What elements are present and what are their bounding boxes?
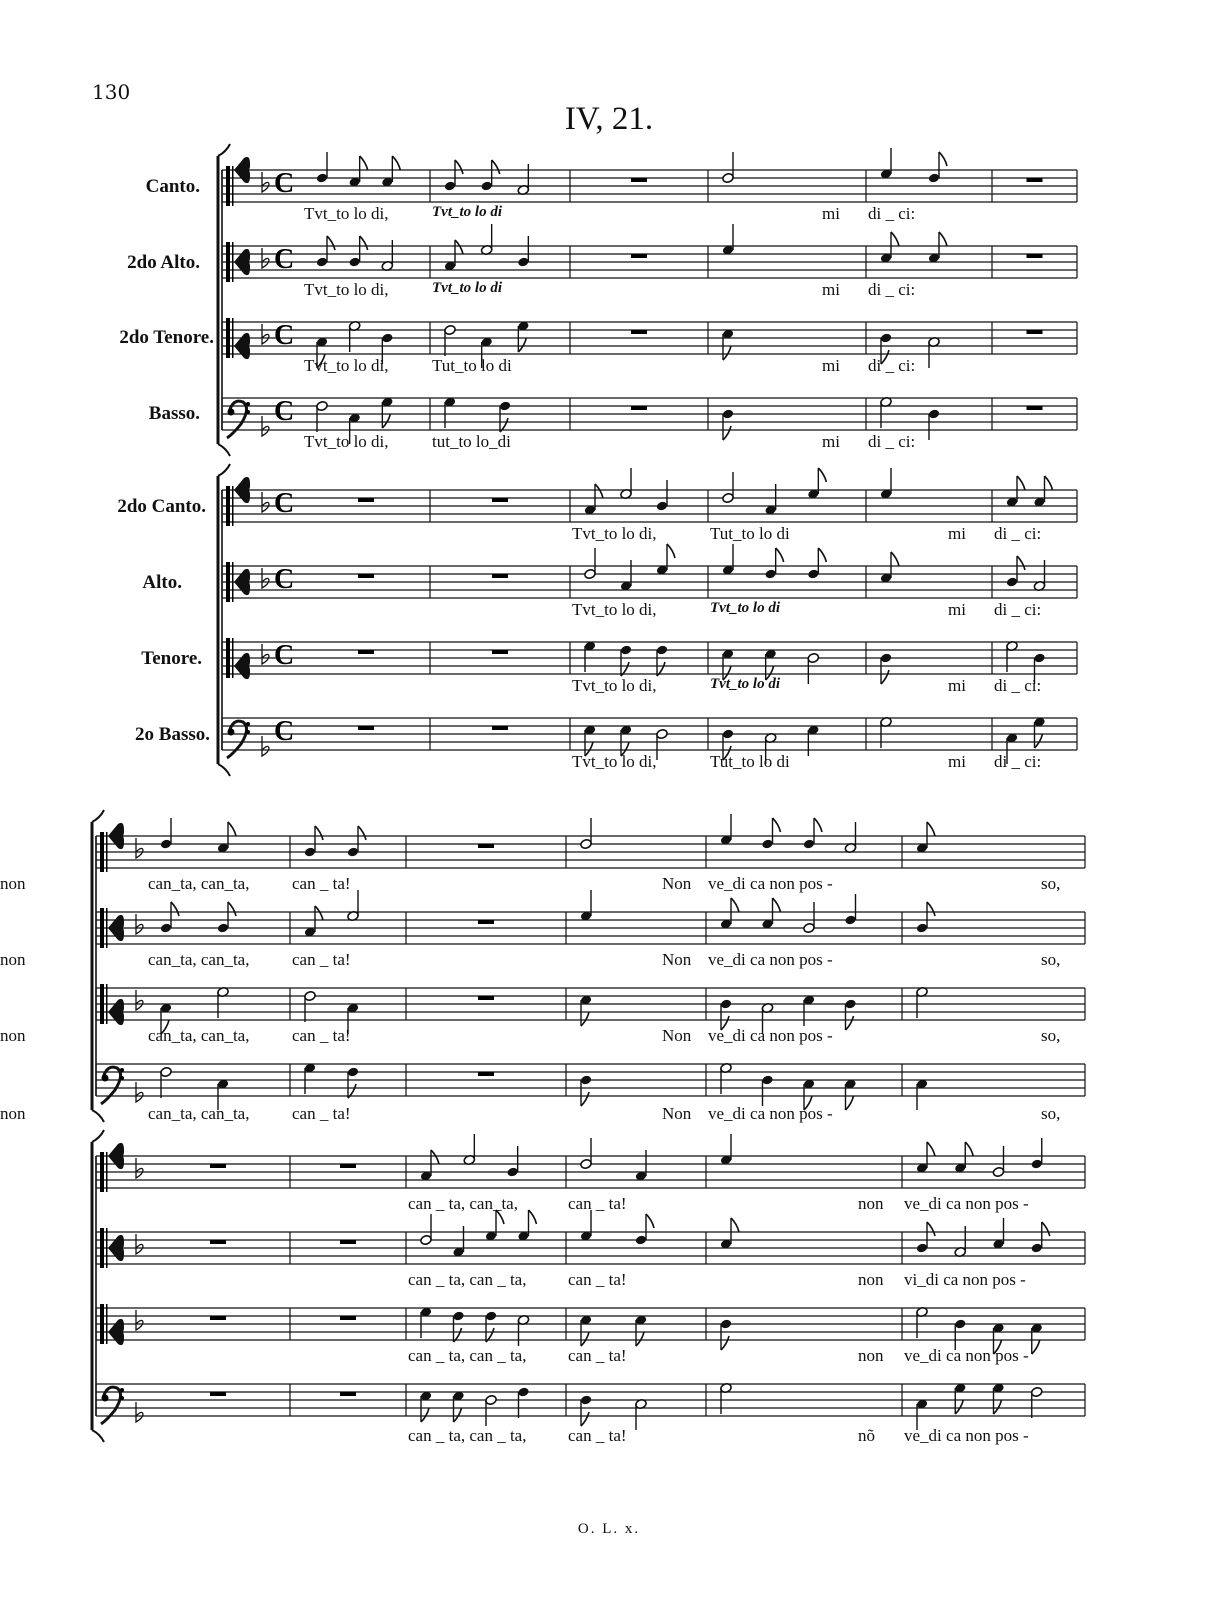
lyric-syllables: Non [662, 1026, 692, 1045]
note-flag [581, 1092, 589, 1106]
whole-rest [358, 650, 374, 654]
note-flag [721, 1336, 729, 1350]
flat-sign [262, 324, 269, 344]
c-clef-bar [226, 562, 230, 602]
whole-rest [358, 574, 374, 578]
lyric-syllables: di _ ci: [994, 524, 1042, 543]
note-flag [891, 232, 899, 246]
whole-rest [358, 498, 374, 502]
common-time: C [274, 168, 295, 199]
flat-sign [262, 492, 269, 512]
c-clef-bar [100, 832, 104, 872]
note-flag [455, 240, 463, 254]
lyric-syllables: non [858, 1194, 884, 1213]
whole-rest [1027, 254, 1043, 258]
note-flag [1017, 476, 1025, 490]
c-clef-bar [106, 1304, 108, 1344]
note-flag [492, 160, 500, 174]
flat-sign [136, 914, 143, 934]
note-flag [955, 1400, 963, 1414]
lyric-syllables: Non [662, 950, 692, 969]
lyric-syllables: mi [822, 204, 840, 223]
lyric-syllables: mi [822, 432, 840, 451]
part-name-2do-canto: 2do Canto. [117, 496, 206, 517]
lyric-syllables: mi [948, 752, 966, 771]
lyric-syllables: mi [948, 676, 966, 695]
footer-signature: O. L. x. [577, 1521, 641, 1537]
lyric-syllables: ve_di ca non pos - [708, 1026, 833, 1045]
common-time: C [274, 488, 295, 519]
lyric-syllables: Tut_to lo di [710, 524, 790, 543]
note-flag [595, 484, 603, 498]
whole-rest [340, 1392, 356, 1396]
c-clef-bar [106, 908, 108, 948]
lyric-syllables: Tvt_to lo di, [572, 524, 657, 543]
part-name-canto: Canto. [145, 176, 200, 197]
bass-clef-dot [120, 1388, 124, 1392]
lyric-syllables: Tvt_to lo di [710, 600, 780, 616]
c-clef-bar [226, 638, 230, 678]
note-flag [891, 552, 899, 566]
whole-rest [492, 650, 508, 654]
lyric-syllables: non [0, 1104, 26, 1123]
c-clef-bar [232, 562, 234, 602]
note-flag [881, 670, 889, 684]
note-flag [581, 1012, 589, 1026]
flat-sign [136, 1234, 143, 1254]
piece-title: IV, 21. [564, 101, 654, 137]
note-flag [667, 544, 675, 558]
note-flag [731, 898, 739, 912]
bass-clef-dot [246, 402, 250, 406]
part-name-2o-basso: 2o Basso. [135, 724, 210, 745]
lyric-syllables: can _ ta, can _ ta, [408, 1426, 527, 1445]
lyric-syllables: mi [822, 356, 840, 375]
lyric-syllables: Tvt_to lo di, [304, 280, 389, 299]
lyric-syllables: non [858, 1270, 884, 1289]
whole-rest [631, 254, 647, 258]
lyric-syllables: can_ta, can_ta, [148, 874, 250, 893]
whole-rest [631, 330, 647, 334]
lyric-syllables: can_ta, can_ta, [148, 950, 250, 969]
note-flag [228, 822, 236, 836]
note-flag [846, 1016, 854, 1030]
whole-rest [210, 1316, 226, 1320]
note-flag [939, 152, 947, 166]
lyric-syllables: Tvt_to lo di [710, 676, 780, 692]
note-flag [315, 906, 323, 920]
lyric-syllables: Tut_to lo di [710, 752, 790, 771]
lyric-syllables: can _ ta, can _ ta, [408, 1270, 527, 1289]
note-flag [818, 468, 826, 482]
part-name-2do-alto: 2do Alto. [127, 252, 200, 273]
whole-rest [340, 1316, 356, 1320]
note-flag [1032, 1340, 1040, 1354]
note-flag [939, 232, 947, 246]
common-time: C [274, 564, 295, 595]
note-flag [454, 1408, 462, 1422]
note-flag [360, 236, 368, 250]
flat-sign [262, 568, 269, 588]
lyric-syllables: nõ [858, 1426, 875, 1445]
lyric-syllables: can_ta, can_ta, [148, 1026, 250, 1045]
bass-clef-dot [246, 730, 250, 734]
lyric-syllables: ve_di ca non pos - [708, 874, 833, 893]
flat-sign [136, 1158, 143, 1178]
flat-sign [136, 1310, 143, 1330]
lyric-syllables: can _ ta! [292, 950, 351, 969]
bass-clef-dot [120, 1396, 124, 1400]
note-flag [382, 414, 390, 428]
lyric-syllables: di _ ci: [868, 280, 916, 299]
c-clef-bar [100, 908, 104, 948]
part-name-tenore: Tenore. [141, 648, 202, 669]
note-flag [392, 156, 400, 170]
lyric-syllables: can _ ta! [292, 1026, 351, 1045]
flat-sign [136, 838, 143, 858]
note-flag [773, 898, 781, 912]
lyric-syllables: so, [1041, 950, 1061, 969]
c-clef-bar [106, 984, 108, 1024]
lyric-syllables: Tvt_to lo di [432, 204, 502, 220]
bass-clef-dot [120, 1076, 124, 1080]
note-flag [1042, 1222, 1050, 1236]
whole-rest [478, 920, 494, 924]
note-flag [431, 1150, 439, 1164]
note-flag [646, 1214, 654, 1228]
whole-rest [478, 1072, 494, 1076]
note-flag [358, 826, 366, 840]
note-flag [518, 338, 526, 352]
lyric-syllables: mi [948, 524, 966, 543]
lyric-syllables: ve_di ca non pos - [904, 1426, 1029, 1445]
flat-sign [262, 644, 269, 664]
note-flag [455, 160, 463, 174]
lyric-syllables: can _ ta! [568, 1194, 627, 1213]
lyric-syllables: Tvt_to lo di [432, 280, 502, 296]
note-flag [421, 1408, 429, 1422]
note-flag [731, 1218, 739, 1232]
lyric-syllables: Non [662, 1104, 692, 1123]
note-flag [927, 1142, 935, 1156]
c-clef-bar [232, 638, 234, 678]
note-flag [581, 1332, 589, 1346]
bass-clef-head [228, 729, 235, 736]
c-clef-bar [226, 166, 230, 206]
flat-sign [136, 1082, 143, 1102]
common-time: C [274, 320, 295, 351]
lyric-syllables: ve_di ca non pos - [708, 1104, 833, 1123]
c-clef-bar [100, 1152, 104, 1192]
note-flag [927, 1222, 935, 1236]
whole-rest [492, 574, 508, 578]
note-flag [171, 902, 179, 916]
note-flag [773, 818, 781, 832]
flat-sign [262, 248, 269, 268]
note-flag [846, 1096, 854, 1110]
lyric-syllables: mi [822, 280, 840, 299]
common-time: C [274, 640, 295, 671]
note-flag [228, 902, 236, 916]
bass-clef-dot [246, 722, 250, 726]
whole-rest [340, 1164, 356, 1168]
lyric-syllables: Tvt_to lo di, [572, 676, 657, 695]
lyric-syllables: can _ ta! [292, 1104, 351, 1123]
note-flag [529, 1210, 537, 1224]
note-flag [927, 822, 935, 836]
flat-sign [136, 1402, 143, 1422]
whole-rest [631, 406, 647, 410]
lyric-syllables: Tvt_to lo di, [572, 752, 657, 771]
flat-sign [262, 416, 269, 436]
whole-rest [340, 1240, 356, 1244]
note-flag [1017, 556, 1025, 570]
c-clef-bar [232, 166, 234, 206]
c-clef-bar [100, 1228, 104, 1268]
whole-rest [1027, 330, 1043, 334]
whole-rest [631, 178, 647, 182]
note-flag [818, 548, 826, 562]
lyric-syllables: di _ ci: [994, 676, 1042, 695]
c-clef-bar [232, 486, 234, 526]
note-flag [360, 156, 368, 170]
whole-rest [358, 726, 374, 730]
lyric-syllables: Non [662, 874, 692, 893]
lyric-syllables: Tvt_to lo di, [572, 600, 657, 619]
note-flag [723, 426, 731, 440]
c-clef-bar [106, 832, 108, 872]
part-name-alto: Alto. [142, 572, 182, 593]
note-flag [1045, 476, 1053, 490]
lyric-syllables: mi [948, 600, 966, 619]
whole-rest [210, 1240, 226, 1244]
bass-clef-head [228, 409, 235, 416]
lyric-syllables: di _ ci: [994, 600, 1042, 619]
flat-sign [262, 736, 269, 756]
note-flag [776, 548, 784, 562]
c-clef-bar [226, 318, 230, 358]
c-clef-bar [226, 242, 230, 282]
lyric-syllables: non [0, 950, 26, 969]
whole-rest [478, 844, 494, 848]
whole-rest [210, 1392, 226, 1396]
c-clef-bar [226, 486, 230, 526]
lyric-syllables: can_ta, can_ta, [148, 1104, 250, 1123]
lyric-syllables: can _ ta! [568, 1346, 627, 1365]
note-flag [723, 346, 731, 360]
bass-clef [101, 1067, 121, 1104]
common-time: C [274, 244, 295, 275]
c-clef-bar [232, 242, 234, 282]
lyric-syllables: can _ ta! [568, 1270, 627, 1289]
bass-clef-head [102, 1395, 109, 1402]
lyric-syllables: ve_di ca non pos - [904, 1194, 1029, 1213]
common-time: C [274, 716, 295, 747]
lyric-syllables: non [0, 874, 26, 893]
note-flag [994, 1400, 1002, 1414]
lyric-syllables: Tvt_to lo di, [304, 356, 389, 375]
whole-rest [478, 996, 494, 1000]
lyric-syllables: ve_di ca non pos - [708, 950, 833, 969]
lyric-syllables: ve_di ca non pos - [904, 1346, 1029, 1365]
bass-clef [227, 401, 247, 438]
common-time: C [274, 396, 295, 427]
lyric-syllables: di _ ci: [868, 356, 916, 375]
c-clef-bar [106, 1228, 108, 1268]
lyric-syllables: Tvt_to lo di, [304, 204, 389, 223]
c-clef-bar [232, 318, 234, 358]
lyric-syllables: can _ ta, can_ta, [408, 1194, 518, 1213]
lyric-syllables: so, [1041, 1026, 1061, 1045]
lyric-syllables: can _ ta! [568, 1426, 627, 1445]
lyric-syllables: can _ ta, can _ ta, [408, 1346, 527, 1365]
c-clef-bar [106, 1152, 108, 1192]
whole-rest [492, 498, 508, 502]
whole-rest [1027, 178, 1043, 182]
note-flag [636, 1332, 644, 1346]
lyric-syllables: tut_to lo_di [432, 432, 511, 451]
lyric-syllables: Tvt_to lo di, [304, 432, 389, 451]
flat-sign [262, 172, 269, 192]
lyric-syllables: di _ ci: [994, 752, 1042, 771]
part-name-basso: Basso. [148, 403, 200, 424]
lyric-syllables: di _ ci: [868, 204, 916, 223]
note-flag [327, 236, 335, 250]
bass-clef [101, 1387, 121, 1424]
flat-sign [136, 990, 143, 1010]
lyric-syllables: so, [1041, 874, 1061, 893]
note-flag [927, 902, 935, 916]
lyric-syllables: non [0, 1026, 26, 1045]
note-flag [315, 826, 323, 840]
note-flag [814, 818, 822, 832]
lyric-syllables: so, [1041, 1104, 1061, 1123]
bass-clef-dot [120, 1068, 124, 1072]
lyric-syllables: di _ ci: [868, 432, 916, 451]
bass-clef-dot [246, 410, 250, 414]
lyric-syllables: can _ ta! [292, 874, 351, 893]
lyric-syllables: Tut_to lo di [432, 356, 512, 375]
bass-clef-head [102, 1075, 109, 1082]
whole-rest [1027, 406, 1043, 410]
bass-clef [227, 721, 247, 758]
lyric-syllables: non [858, 1346, 884, 1365]
c-clef-bar [100, 984, 104, 1024]
whole-rest [210, 1164, 226, 1168]
note-flag [581, 1412, 589, 1426]
note-flag [965, 1142, 973, 1156]
c-clef-bar [100, 1304, 104, 1344]
lyric-syllables: vi_di ca non pos - [904, 1270, 1026, 1289]
whole-rest [492, 726, 508, 730]
part-name-2do-tenore: 2do Tenore. [119, 327, 214, 348]
note-flag [1035, 734, 1043, 748]
page-number: 130 [92, 80, 131, 104]
